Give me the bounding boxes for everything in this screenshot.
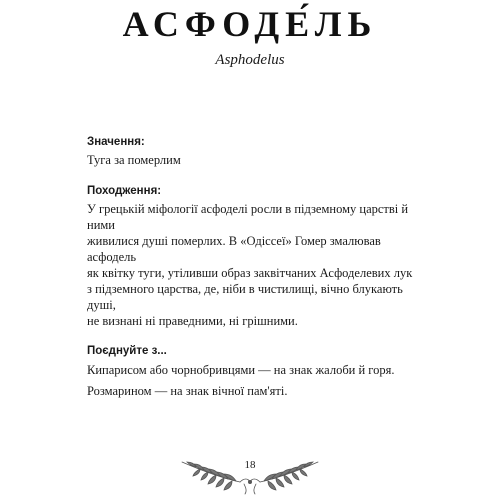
page-title: АСФОДЕ́ЛЬ [122, 4, 378, 44]
origin-section [87, 183, 427, 329]
meaning-label: Значення: [87, 136, 145, 148]
meaning-text: Туга за померлим [87, 153, 181, 167]
pairing-line: Кипарисом або чорнобривцями — на знак жалоби й горя. [87, 363, 395, 377]
origin-label: Походження: [87, 185, 162, 197]
page-footer [0, 448, 500, 496]
page-number: 18 [244, 459, 256, 471]
origin-line: не визнані ні праведними, ні грішними. [87, 314, 298, 328]
origin-line: У грецькій міфології асфоделі росли в підземному царстві й ними [87, 202, 409, 232]
origin-line: з підземного царства, де, ніби в чистилищі, вічно блукають душі, [87, 282, 403, 312]
origin-line: живилися душі померлих. В «Одіссеї» Гомер змалював асфодель [87, 234, 381, 264]
pairing-line: Розмарином — на знак вічної пам'яті. [87, 384, 288, 398]
origin-text [87, 201, 427, 329]
latin-name: Asphodelus [215, 52, 285, 68]
laurel-wreath-ornament-icon [0, 448, 500, 496]
pairing-section [87, 343, 427, 399]
entry-content [87, 134, 427, 399]
origin-line: як квітку туги, утіливши образ заквітчаних Асфоделевих лук [87, 266, 413, 280]
pairing-label: Поєднуйте з... [87, 345, 167, 357]
meaning-section [87, 134, 427, 168]
